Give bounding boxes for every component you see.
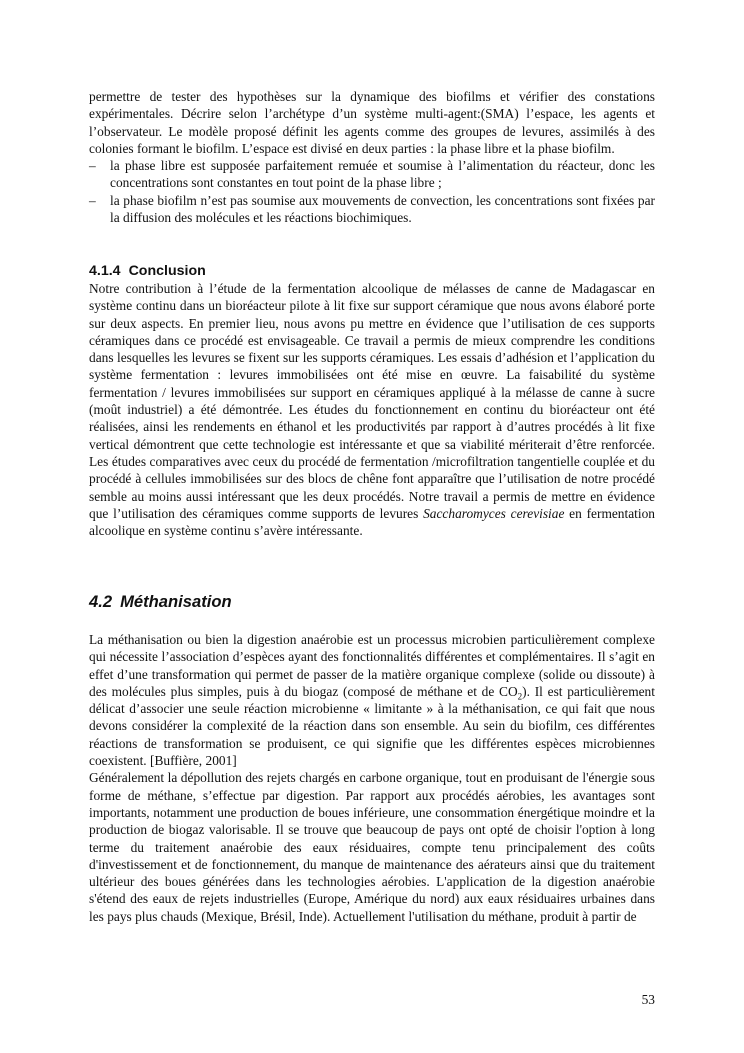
paragraph-text-end: ). Il est particulièrement délicat d’associer une seule réaction microbienne « limitante » à la méthanisation, ce qui fait que nous devons considérer la complexité de la réaction dans son ensemble. Au sein du biofilm, ces différentes réactions de transformation se produisent, ce qui signifie que les différentes espèces microbiennes coexistent. [Buffière, 2001] bbox=[89, 683, 655, 769]
paragraph-text: La méthanisation ou bien la digestion anaérobie est un processus microbien particulièrement complexe qui nécessite l’association d’espèces ayant des fonctionnalités différentes et complémentaires. Il s’agit en effet d’une transformation qui permet de passer de la matière organique complexe (solide ou dissoute) à des molécules plus simples, puis à du biogaz (composé de méthane et de CO bbox=[89, 632, 655, 699]
intro-bullet-list bbox=[89, 157, 655, 226]
list-item bbox=[89, 157, 655, 192]
methanisation-paragraph-2: Généralement la dépollution des rejets chargés en carbone organique, tout en produisant de l'énergie sous forme de méthane, s’effectue par digestion. Par rapport aux procédés aérobies, les avantages sont importants, notamment une production de boues inférieure, une consommation énergétique moindre et la production de biogaz valorisable. Il se trouve que beaucoup de pays ont opté de choisir l'option à long terme du traitement anaérobie des eaux résiduaires, compte tenu principalement des coûts d'investissement et de fonctionnement, du manque de maintenance des aérateurs ainsi que du traitement ultérieur des boues générées dans les technologies aérobies. L'application de la digestion anaérobie s'étend des eaux de rejets industrielles (Europe, Amérique du nord) aux eaux résiduaires urbaines dans les pays plus chauds (Mexique, Brésil, Inde). Actuellement l'utilisation du méthane, produit à partir de bbox=[89, 770, 655, 924]
conclusion-heading-title: Conclusion bbox=[128, 263, 206, 279]
bullet-text: la phase libre est supposée parfaitement remuée et soumise à l’alimentation du réacteur, donc les concentrations sont constantes en tout point de la phase libre ; bbox=[110, 158, 655, 191]
methanisation-heading-number: 4.2 bbox=[89, 592, 113, 611]
methanisation-paragraph-1 bbox=[89, 631, 655, 769]
species-name: Saccharomyces cerevisiae bbox=[423, 505, 565, 521]
list-item bbox=[89, 192, 655, 227]
conclusion-heading-number: 4.1.4 bbox=[89, 263, 121, 279]
conclusion-text-end: en fermentation alcoolique en système continu s’avère intéressante. bbox=[89, 505, 655, 539]
page-number: 53 bbox=[641, 992, 655, 1007]
methanisation-section bbox=[89, 592, 655, 612]
dash-bullet: – bbox=[89, 192, 96, 208]
conclusion-heading bbox=[89, 262, 655, 280]
conclusion-text: Notre contribution à l’étude de la fermentation alcoolique de mélasses de canne de Madagascar en système continu dans un bioréacteur pilote à lit fixe sur support céramique que nous avons élaboré porte sur deux aspects. En premier lieu, nous avons pu mettre en évidence que l’utilisation de ces supports céramiques dans ce procédé est envisageable. Ce travail a permis de mieux comprendre les conditions dans lesquelles les levures se fixent sur les supports céramiques. Les essais d’adhésion et l’application du système fermentation : levures immobilisées ont été mise en œuvre. La faisabilité du système fermentation / levures immobilisées sur support en céramiques appliqué à la mélasse de canne à sucre (moût industriel) a été démontrée. Les études du fonctionnement en continu du bioréacteur ont été réalisées, ainsi les rendements en éthanol et les productivités par rapport à d’autres procédés à lit fixe vertical démontrent que cette technologie est intéressante et que sa viabilité mériterait d’être renforcée. Les études comparatives avec ceux du procédé de fermentation /microfiltration tangentielle couplée et du procédé à cellules immobilisées sur des blocs de chêne font apparaître que l’utilisation de notre procédé semble au moins aussi intéressant que les deux procédés. Notre travail a permis de mettre en évidence que l’utilisation des céramiques comme supports de levures bbox=[89, 281, 655, 521]
methanisation-heading bbox=[89, 592, 655, 612]
conclusion-section bbox=[89, 262, 655, 539]
methanisation-body bbox=[89, 631, 655, 925]
intro-block bbox=[89, 88, 655, 226]
dash-bullet: – bbox=[89, 158, 96, 174]
methanisation-heading-title: Méthanisation bbox=[120, 592, 232, 611]
co2-subscript: 2 bbox=[517, 691, 523, 702]
intro-paragraph: permettre de tester des hypothèses sur la dynamique des biofilms et vérifier des constations expérimentales. Décrire selon l’archétype d’un système multi-agent:(SMA) l’espace, les agents et l’observateur. Le modèle proposé définit les agents comme des groupes de levures, assimilés à des colonies formant le biofilm. L’espace est divisé en deux parties : la phase libre et la phase biofilm. bbox=[89, 89, 655, 156]
conclusion-paragraph bbox=[89, 280, 655, 539]
bullet-text: la phase biofilm n’est pas soumise aux mouvements de convection, les concentrations sont fixées par la diffusion des molécules et les réactions biochimiques. bbox=[110, 192, 655, 226]
